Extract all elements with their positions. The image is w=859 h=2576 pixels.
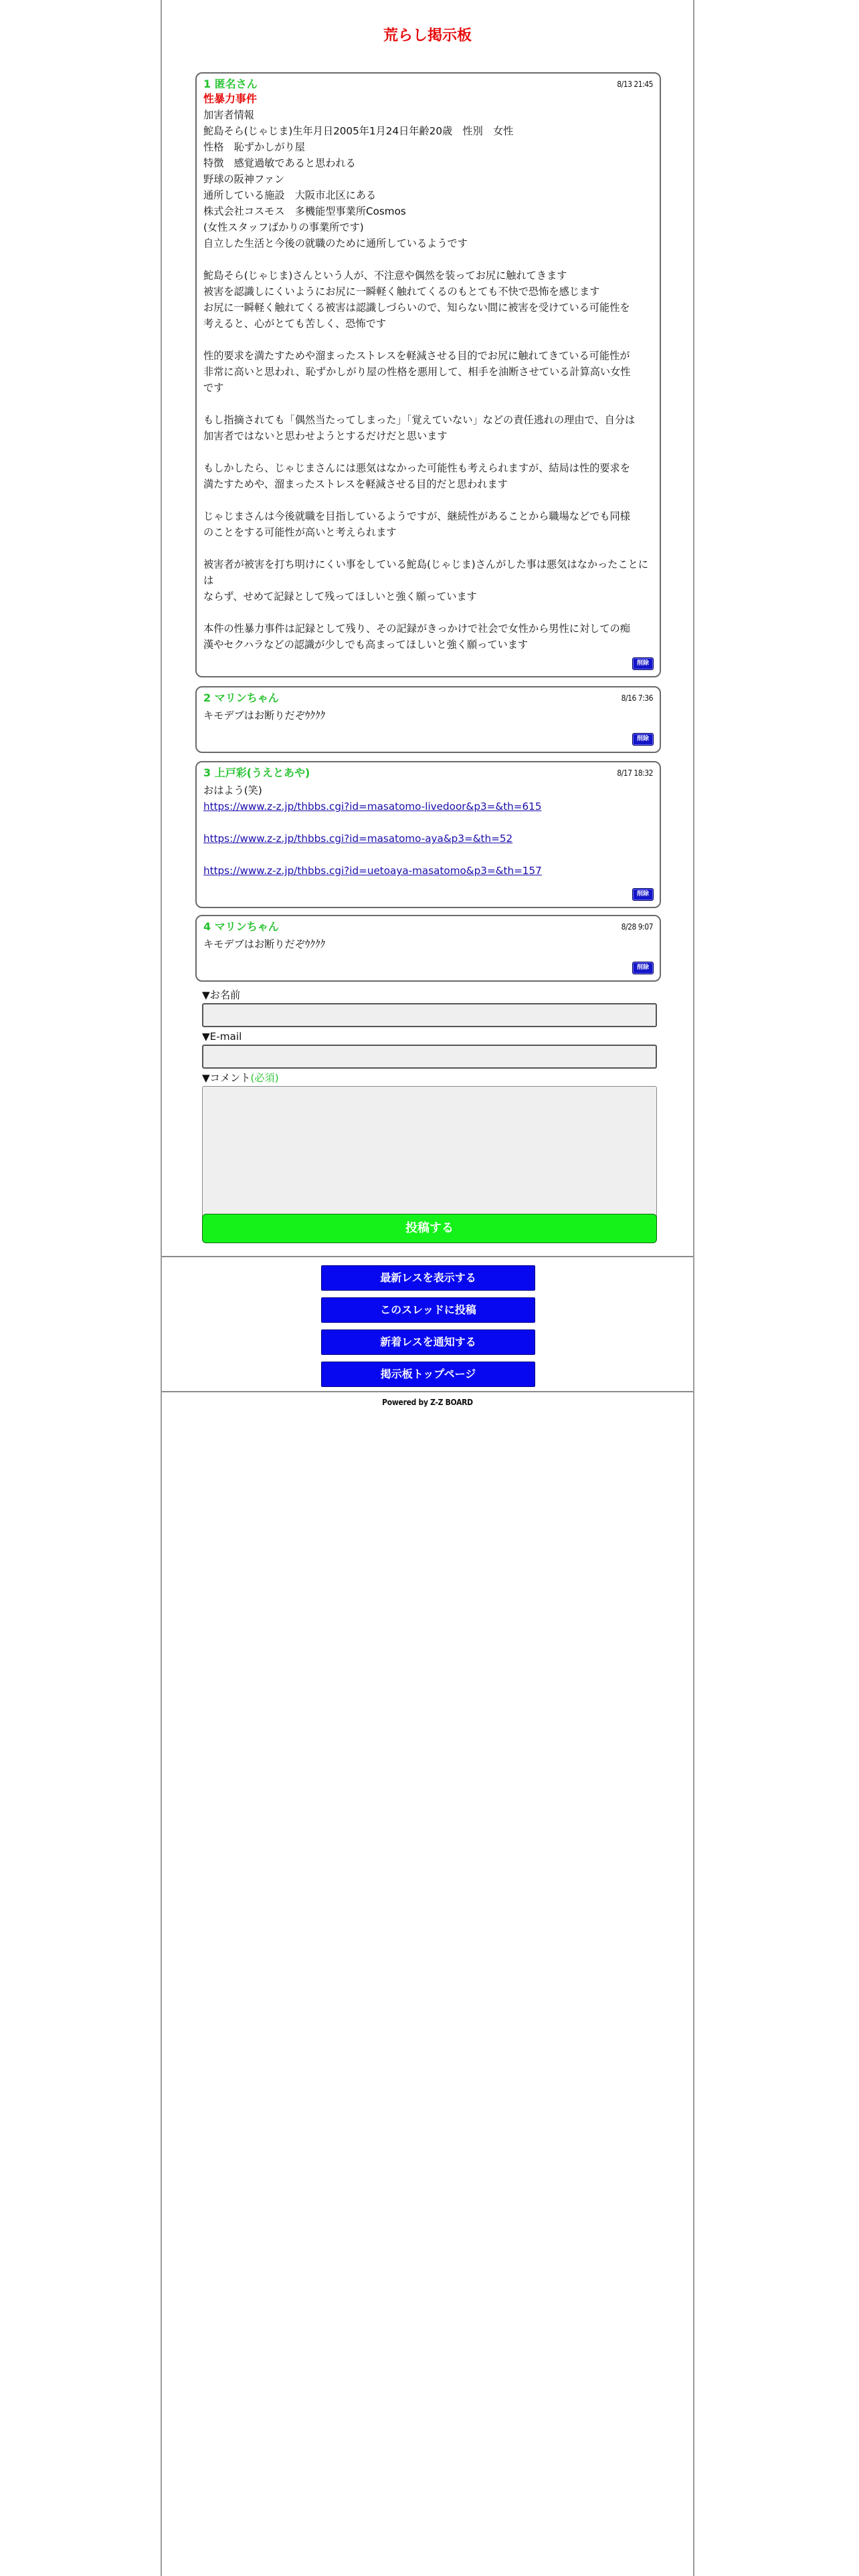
post-body <box>203 936 653 952</box>
post-line: 本件の性暴力事件は記録として残り、その記録がきっかけで社会で女性から男性に対しての痴 <box>203 623 630 635</box>
post-line <box>203 444 653 460</box>
post-line: です <box>203 382 224 394</box>
post-line: 性格 恥ずかしがり屋 <box>203 141 305 153</box>
submit-button[interactable]: 投稿する <box>202 1214 657 1243</box>
post-line: ならず、せめて記録として残ってほしいと強く願っています <box>203 591 477 603</box>
post-4 <box>195 915 661 982</box>
post-body <box>203 708 653 724</box>
post-body <box>203 107 653 653</box>
post-line: お尻に一瞬軽く触れてくる被害は認識しづらいので、知らない間に被害を受けている可能性を <box>203 302 630 314</box>
post-line: 鮀島そら(じゃじま)生年月日2005年1月24日年齢20歳 性別 女性 <box>203 125 514 137</box>
post-line: 野球の阪神ファン <box>203 173 285 185</box>
thread-link[interactable]: https://www.z-z.jp/thbbs.cgi?id=masatomo-livedoor&p3=&th=615 <box>203 800 542 813</box>
name-input[interactable] <box>202 1003 657 1027</box>
post-line: じゃじまさんは今後就職を目指しているようですが、継続性があることから職場などでも同様 <box>203 510 630 522</box>
post-line: 鮀島そら(じゃじま)さんという人が、不注意や偶然を装ってお尻に触れてきます <box>203 270 567 282</box>
post-line: 加害者ではないと思わせようとするだけだと思います <box>203 430 448 442</box>
comment-label-text: ▼コメント <box>202 1072 251 1084</box>
post-line: のことをする可能性が高いと考えられます <box>203 526 397 538</box>
board-title: 荒らし掲示板 <box>383 27 472 44</box>
post-to-thread-button[interactable]: このスレッドに投稿 <box>321 1297 535 1323</box>
board-top-button[interactable]: 掲示板トップページ <box>321 1362 535 1387</box>
post-line: 漢やセクハラなどの認識が少しでも高まってほしいと強く願っています <box>203 639 529 651</box>
comment-label <box>202 1071 279 1085</box>
notify-new-button[interactable]: 新着レスを通知する <box>321 1329 535 1355</box>
post-line: 加害者情報 <box>203 109 254 121</box>
post-line <box>203 540 653 556</box>
post-line: キモデブはお断りだぞｳｸｸｸ <box>203 710 326 722</box>
post-date: 8/17 18:32 <box>617 768 653 778</box>
post-date: 8/28 9:07 <box>621 922 653 932</box>
post-line <box>203 605 653 621</box>
post-body <box>203 782 653 879</box>
post-line: 非常に高いと思われ、恥ずかしがり屋の性格を悪用して、相手を油断させている計算高い女性 <box>203 366 631 378</box>
post-line: 性的要求を満たすためや溜まったストレスを軽減させる目的でお尻に触れてきている可能性が <box>203 350 630 362</box>
post-line <box>203 251 653 267</box>
email-label: ▼E-mail <box>202 1031 242 1043</box>
divider <box>162 1391 693 1392</box>
delete-button[interactable]: 削除 <box>632 888 654 901</box>
delete-button[interactable]: 削除 <box>632 962 654 974</box>
post-date: 8/13 21:45 <box>617 80 653 89</box>
show-latest-button[interactable]: 最新レスを表示する <box>321 1265 535 1291</box>
post-line: (女性スタッフばかりの事業所です) <box>203 221 364 233</box>
post-line: 通所している施設 大阪市北区にある <box>203 189 377 201</box>
email-input[interactable] <box>202 1045 657 1069</box>
post-subject: 性暴力事件 <box>203 92 258 105</box>
delete-button[interactable]: 削除 <box>632 657 654 670</box>
post-3 <box>195 761 661 908</box>
post-line: キモデブはお断りだぞｳｸｸｸ <box>203 938 326 950</box>
post-line: もし指摘されても「偶然当たってしまった」「覚えていない」などの責任逃れの理由で、自分は <box>203 414 636 426</box>
post-line: 考えると、心がとても苦しく、恐怖です <box>203 318 387 330</box>
post-line: 株式会社コスモス 多機能型事業所Cosmos <box>203 205 406 217</box>
required-mark: (必須) <box>250 1072 279 1084</box>
poster-name: 4 マリンちゃん <box>203 920 279 933</box>
name-label: ▼お名前 <box>202 989 241 1001</box>
post-line: 被害者が被害を打ち明けにくい事をしている鮀島(じゃじま)さんがした事は悪気はなかったことには <box>203 558 648 586</box>
post-header <box>203 691 653 705</box>
post-line <box>203 332 653 348</box>
post-header <box>203 766 653 780</box>
poster-name: 3 上戸彩(うえとあや) <box>203 766 310 779</box>
thread-link[interactable]: https://www.z-z.jp/thbbs.cgi?id=uetoaya-masatomo&p3=&th=157 <box>203 865 542 877</box>
page-frame <box>161 0 694 2576</box>
post-header <box>203 920 653 934</box>
post-line: 特徴 感覚過敏であると思われる <box>203 157 356 169</box>
delete-button[interactable]: 削除 <box>632 733 654 746</box>
post-line: 自立した生活と今後の就職のために通所しているようです <box>203 237 468 249</box>
post-line: もしかしたら、じゃじまさんには悪気はなかった可能性も考えられますが、結局は性的要求を <box>203 462 630 474</box>
post-line <box>203 396 653 412</box>
post-line <box>203 492 653 508</box>
post-header <box>203 78 653 91</box>
comment-textarea[interactable] <box>202 1086 657 1226</box>
post-date: 8/16 7:36 <box>621 693 653 703</box>
thread-link[interactable]: https://www.z-z.jp/thbbs.cgi?id=masatomo-aya&p3=&th=52 <box>203 833 513 845</box>
post-line: おはよう(笑) <box>203 784 262 796</box>
divider <box>162 1256 693 1257</box>
post-2 <box>195 686 661 753</box>
post-line: 満たすためや、溜まったストレスを軽減させる目的だと思われます <box>203 478 508 490</box>
poster-name: 1 匿名さん <box>203 78 258 90</box>
post-line: 被害を認識しにくいようにお尻に一瞬軽く触れてくるのもとても不快で恐怖を感じます <box>203 286 600 298</box>
powered-by: Powered by Z-Z BOARD <box>382 1398 473 1407</box>
post-1 <box>195 72 661 677</box>
poster-name: 2 マリンちゃん <box>203 691 279 704</box>
